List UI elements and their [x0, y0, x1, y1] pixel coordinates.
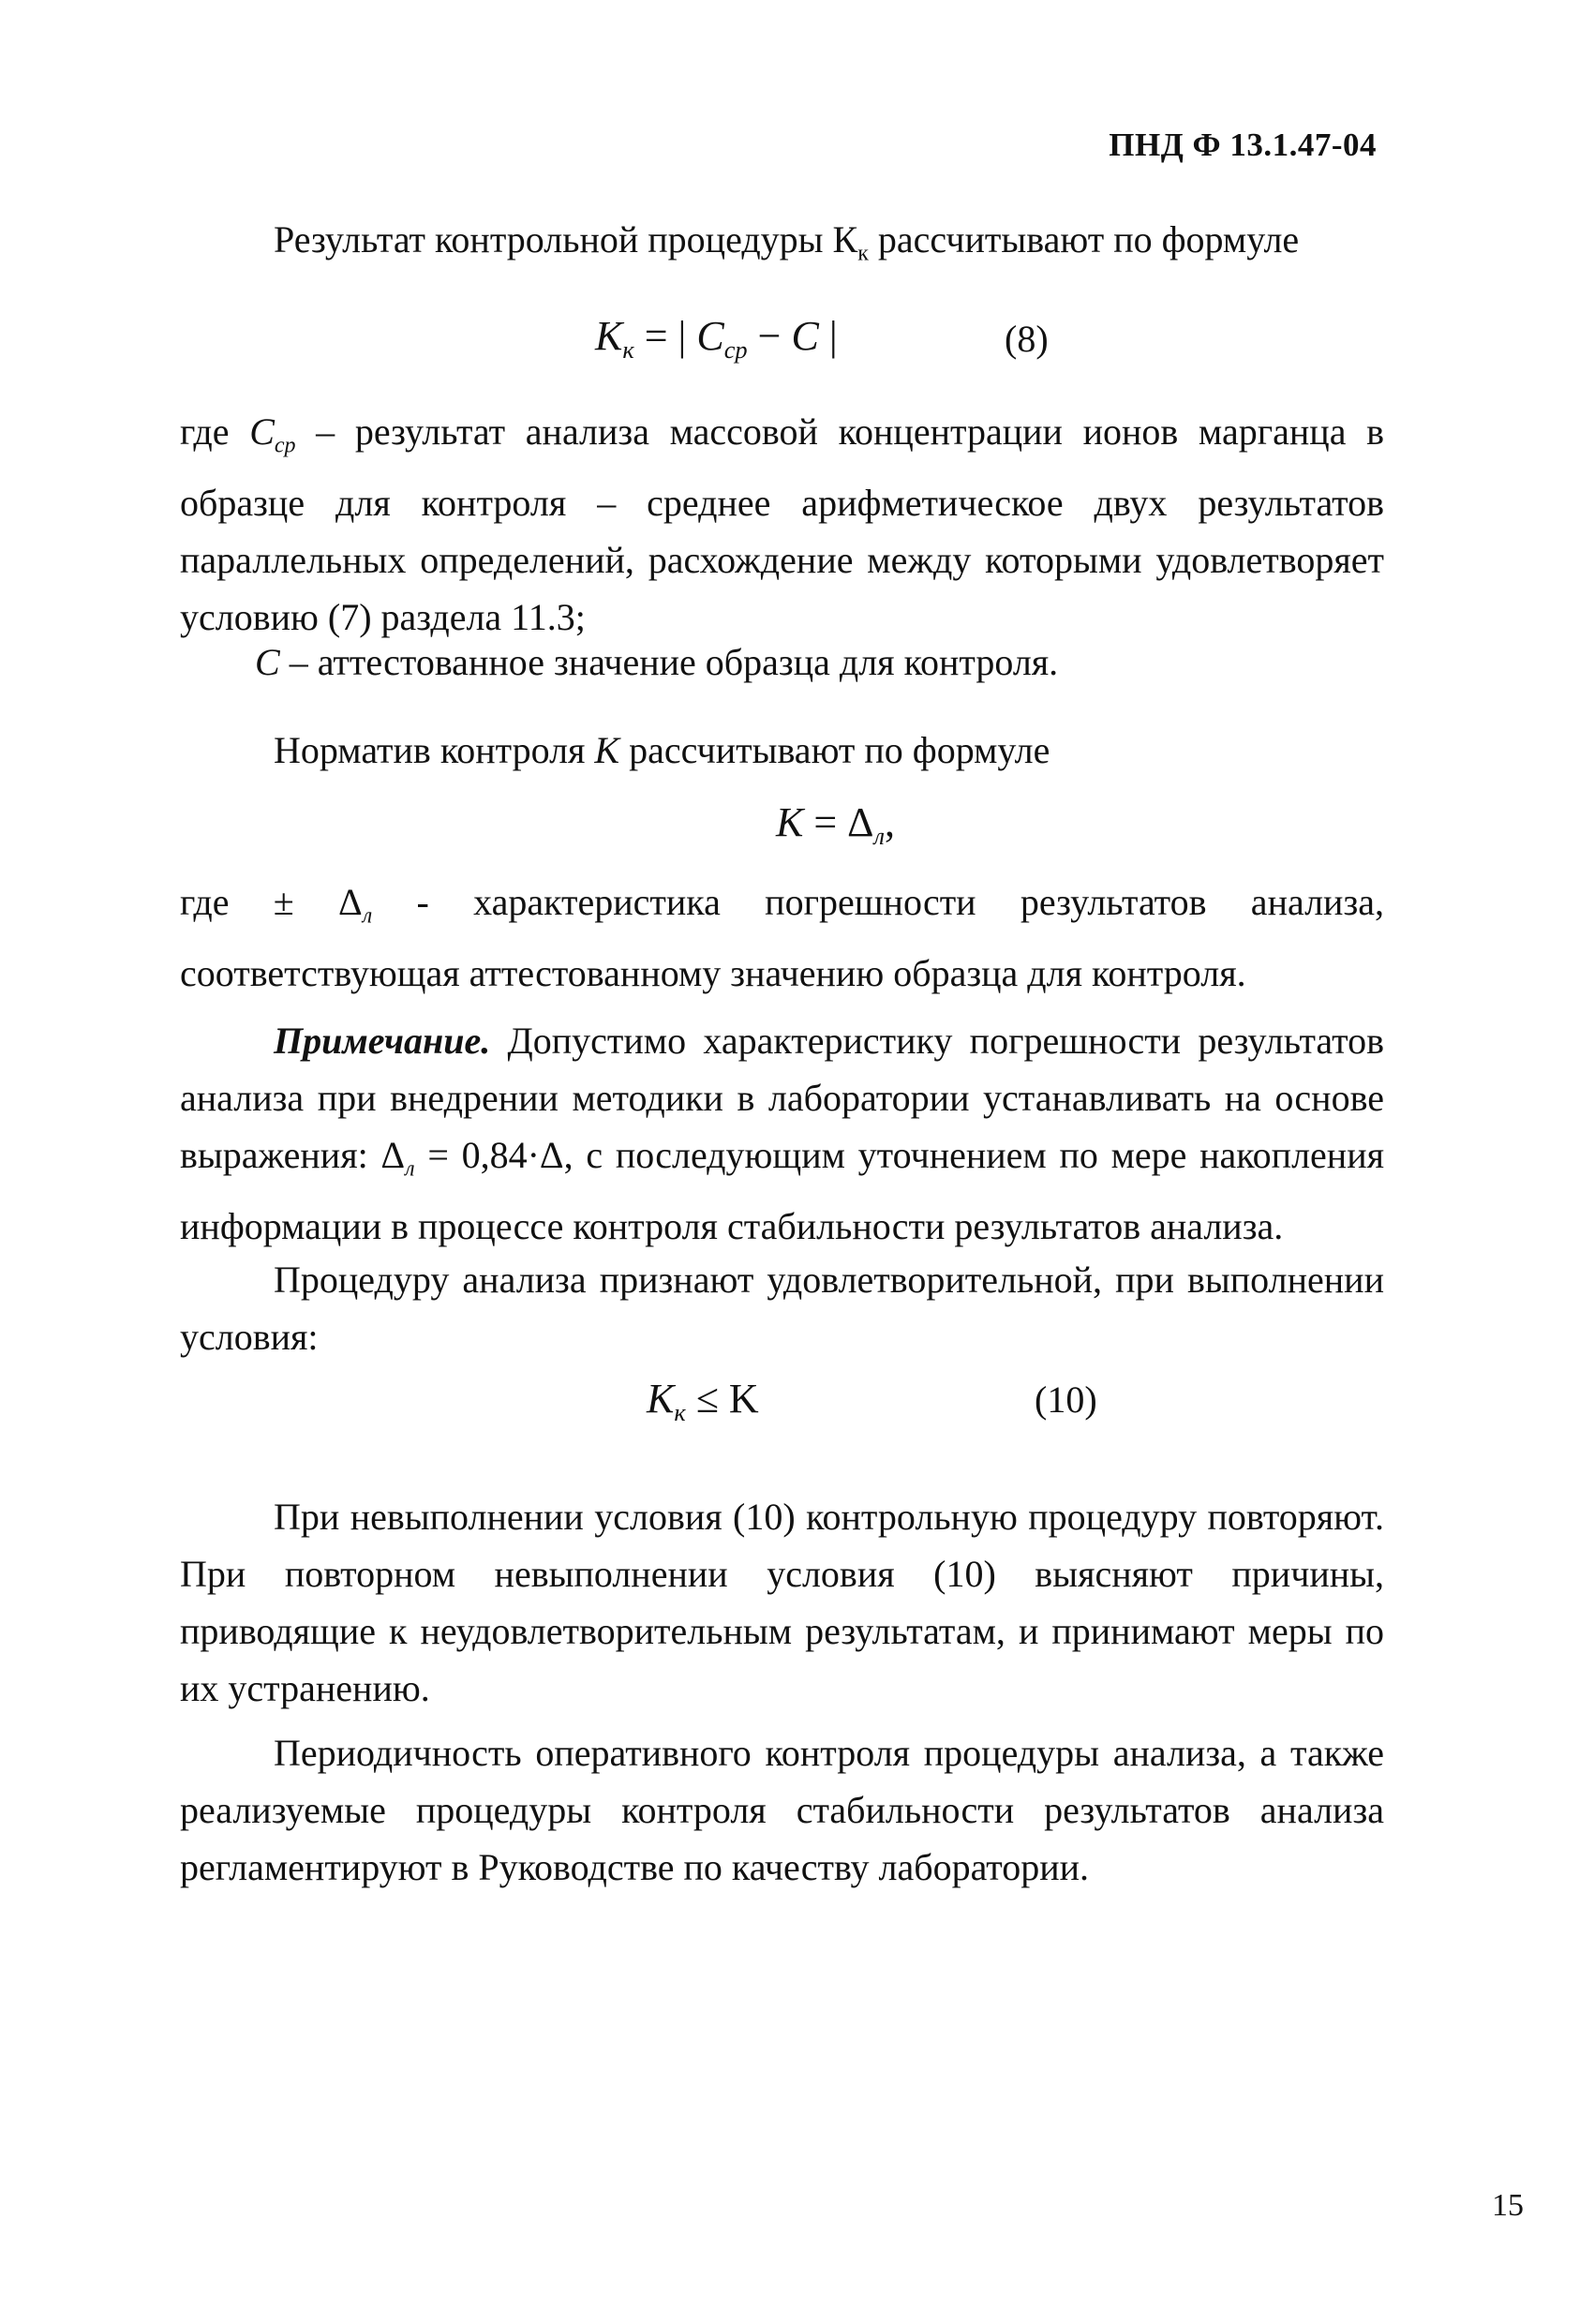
- page-number: 15: [1492, 2188, 1524, 2223]
- formula-8: $K_к$ = | $C_{ср} - C$ |: [595, 313, 838, 365]
- subscript: к: [857, 241, 869, 266]
- formula-10: $K_к \le K$: [647, 1376, 759, 1427]
- paragraph-repeat: При невыполнении условия (10) контрольную процедуру повторяют. При повторном невыполнении условия (10) выясняют причины, приводящие к неудовлетворительным результатам, и принимают меры по их устранению.: [180, 1496, 1384, 1709]
- equation-number-8: (8): [1005, 318, 1049, 360]
- paragraph-text-tail: рассчитывают по формуле: [868, 218, 1300, 261]
- equation-number-10: (10): [1035, 1378, 1097, 1421]
- paragraph-norm: Норматив контроля K рассчитывают по формуле: [274, 729, 1050, 771]
- paragraph-where-csr: где $C_{ср}$ – результат анализа массовой концентрации ионов марганца в образце для контроля – среднее арифметическое двух результатов параллельных определений, расхождение между которыми удовлетворяет условию (7) раздела 11.3;: [180, 410, 1384, 639]
- paragraph-where-c: C – аттестованное значение образца для контроля.: [255, 641, 1059, 683]
- note-paragraph: Примечание. Допустимо характеристику погрешности результатов анализа при внедрении методики в лаборатории устанавливать на основе выражения: $\Delta_л = 0,84\cdot\Delta$, с последующим уточнением по мере накопления информации в процессе контроля стабильности результатов анализа.: [180, 1020, 1384, 1248]
- paragraph-condition: Процедуру анализа признают удовлетворительной, при выполнении условия:: [180, 1259, 1384, 1358]
- paragraph-periodicity: Периодичность оперативного контроля процедуры анализа, а также реализуемые процедуры контроля стабильности результатов анализа регламентируют в Руководстве по качеству лаборатории.: [180, 1732, 1384, 1888]
- paragraph-where-delta: где ± $\Delta_л$ - характеристика погрешности результатов анализа, соответствующая аттестованному значению образца для контроля.: [180, 881, 1384, 995]
- paragraph-result-formula: [180, 211, 1384, 282]
- note-label: Примечание.: [274, 1020, 491, 1062]
- formula-k: $K = \Delta_л$,: [776, 799, 895, 851]
- document-code: ПНД Ф 13.1.47-04: [1109, 127, 1377, 163]
- paragraph-text: Результат контрольной процедуры К: [274, 218, 858, 261]
